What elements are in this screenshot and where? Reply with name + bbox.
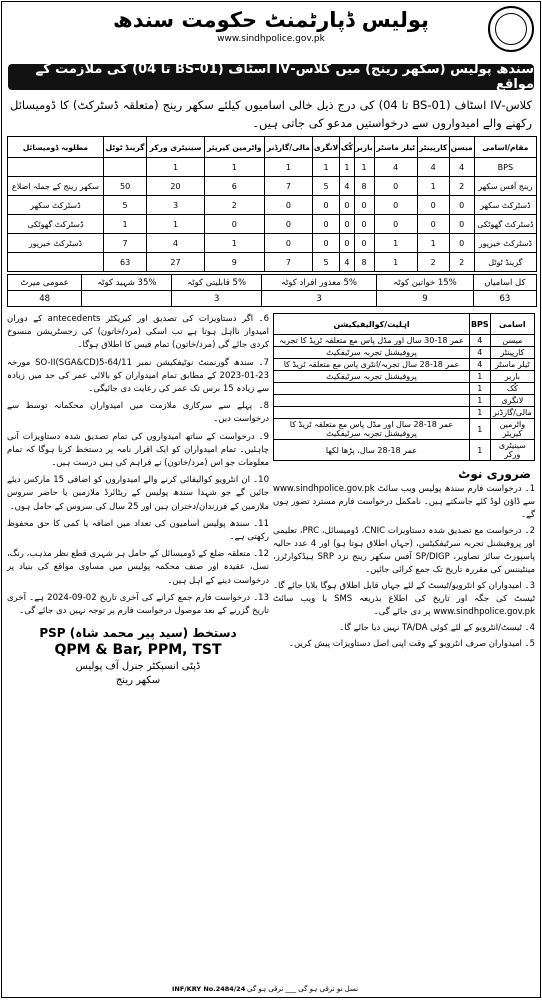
posts-cell: 27	[147, 253, 204, 272]
table-row	[8, 177, 537, 196]
posts-header-cell: کُک	[340, 137, 354, 158]
table-row	[8, 253, 537, 272]
eligibility-cell: 4	[469, 335, 490, 347]
intro-text: کلاس-IV اسٹاف (BS-01 تا 04) کی درج ذیل خالی اسامیوں کیلئے سکھر رینج (متعلقہ ڈسٹرکٹ) کا ڈومیسائل رکھنے والے امیدواروں سے درخواستیں مدعو کی جاتی ہیں۔	[10, 98, 533, 130]
eligibility-cell: 1	[469, 395, 490, 407]
term-item: 13۔ درخواست فارم جمع کرانے کی آخری تاریخ 02-09-2024 ہے۔ آخری تاریخ گزرنے کے بعد موصول درخواست فارم پر توجہ نہیں دی جائے گی۔	[7, 592, 269, 617]
term-item: 11۔ سندھ پولیس اسامیوں کی تعداد میں اضافہ یا کمی کا حق محفوظ رکھتی ہے۔	[7, 518, 269, 543]
posts-cell: 0	[340, 234, 354, 253]
header	[2, 2, 540, 60]
posts-cell: 0	[340, 215, 354, 234]
posts-cell: 1	[312, 158, 340, 177]
posts-cell: 0	[374, 196, 417, 215]
posts-cell: 7	[265, 253, 313, 272]
eligibility-header-cell: اسامی	[490, 314, 534, 335]
table-row	[8, 215, 537, 234]
posts-header-cell: گرینڈ ٹوٹل	[103, 137, 146, 158]
notes-list	[273, 483, 535, 651]
posts-cell: گرینڈ ٹوٹل	[474, 253, 536, 272]
table-row	[8, 196, 537, 215]
right-column	[273, 313, 535, 654]
table-row	[274, 395, 535, 407]
posts-cell: ڈسٹرکٹ سکھر	[474, 196, 536, 215]
footer	[2, 981, 540, 997]
term-item: 9۔ درخواست کے ساتھ امیدواروں کی تمام تصدیق شدہ دستاویزات آنی چاہئیں۔ تمام امیدواران کو ایک اقرار نامہ پر دستخط کرنا ہوگا کہ تمام معلومات جو اس (مرد/خاتون) نے فراہم کی ہیں درست ہیں۔	[7, 431, 269, 469]
term-item: 6۔ اگر دستاویزات کی تصدیق اور کیریکٹر antecedents کے دوران امیدوار نااہل ہوتا ہے تب اسکی (مرد/خاتون) کی رجسٹریشن منسوخ کردی جائے گی (مرد/خاتون) تمام فیس کا اطلاق ہوگا۔	[7, 314, 269, 351]
eligibility-cell: پروفیشنل تجربہ سرٹیفکیٹ	[274, 347, 470, 359]
posts-cell: 4	[340, 177, 354, 196]
posts-cell: 0	[449, 215, 474, 234]
posts-cell: 4	[374, 158, 417, 177]
police-logo	[488, 6, 534, 52]
posts-cell: 20	[147, 177, 204, 196]
posts-header-cell: ٹیلر ماسٹر	[374, 137, 417, 158]
posts-cell	[8, 158, 104, 177]
job-banner: سندھ پولیس (سکھر رینج) میں کلاس-IV اسٹاف (BS-01 تا 04) کی ملازمت کے مواقع	[8, 64, 534, 90]
quota-header-cell: 35% شہید کوٹہ	[82, 275, 172, 291]
posts-cell: 63	[103, 253, 146, 272]
posts-cell: 1	[417, 234, 449, 253]
signature-place: سکھر رینج	[115, 675, 161, 687]
posts-cell: 1	[147, 158, 204, 177]
posts-table	[7, 136, 537, 272]
note-item: 1۔ درخواست فارم سندھ پولیس ویب سائٹ www.sindhpolice.gov.pk سے ڈاؤن لوڈ کئے جاسکتے ہیں۔ نامکمل درخواست فارم مسترد تصور ہوں گے۔	[273, 484, 535, 520]
signature-designation: ڈپٹی انسپکٹر جنرل آف پولیس	[75, 661, 201, 673]
quota-header-cell: عمومی میرٹ	[8, 275, 82, 291]
posts-cell: 50	[103, 177, 146, 196]
eligibility-cell: 4	[469, 347, 490, 359]
quota-header-cell: کل اسامیاں	[473, 275, 536, 291]
posts-header-cell: واٹرمین کیریئر	[204, 137, 264, 158]
posts-cell: ڈسٹرکٹ گھوٹکی	[474, 215, 536, 234]
posts-cell: 0	[417, 196, 449, 215]
header-url: www.sindhpolice.gov.pk	[217, 34, 325, 44]
signature-qualifications: QPM & Bar, PPM, TST	[54, 642, 222, 659]
posts-cell: 0	[449, 196, 474, 215]
signature-name: (سید پیر محمد شاہ) PSP	[39, 626, 189, 641]
posts-cell: 0	[417, 215, 449, 234]
eligibility-cell: 1	[469, 371, 490, 383]
posts-cell: 2	[204, 196, 264, 215]
quota-header-cell: 15% خواتین کوٹہ	[377, 275, 474, 291]
posts-header-cell: مالی/گارڈنر	[265, 137, 313, 158]
quota-header-cell: 5% قابلیتی کوٹہ	[172, 275, 261, 291]
posts-header-cell: مطلوبہ ڈومیسائل	[8, 137, 104, 158]
inf-number: INF/KRY No.2484/24	[172, 985, 246, 993]
page-title: پولیس ڈپارٹمنٹ حکومت سندھ	[113, 8, 429, 32]
note-item: 3۔ امیدواران کو انٹرویو/ٹیسٹ کے لئے جہاں قابل اطلاق ہوگا بلایا جائے گا۔ ٹیسٹ کی جگہ اور تاریخ کی اطلاع بذریعہ SMS یا ویب سائٹ www.sindhpolice.gov.pk پر دی جائے گی۔	[273, 581, 535, 617]
term-item: 7۔ سندھ گورنمنٹ نوٹیفکیشن نمبر SO-II(SGA&CD)5-64/11 مورخہ 23-01-2023 کے مطابق تمام امیدواران کو بالائی عمر کی حد میں زیادہ سے زیادہ 15 برس تک عمر کی رعایت دی جائیگی۔	[7, 357, 269, 395]
posts-cell	[103, 158, 146, 177]
quota-table	[7, 274, 537, 307]
eligibility-table	[273, 313, 535, 461]
posts-cell: ڈسٹرکٹ سکھر	[8, 196, 104, 215]
posts-cell: 0	[354, 234, 374, 253]
posts-cell: 5	[312, 177, 340, 196]
terms-list	[7, 313, 269, 618]
eligibility-cell: 1	[469, 383, 490, 395]
posts-cell: 1	[354, 158, 374, 177]
posts-cell: ڈسٹرکٹ گھوٹکی	[8, 215, 104, 234]
posts-cell: 0	[374, 177, 417, 196]
posts-cell: 7	[265, 177, 313, 196]
table-row	[274, 371, 535, 383]
posts-cell: ڈسٹرکٹ خیرپور	[8, 234, 104, 253]
eligibility-cell: باربر	[490, 371, 534, 383]
posts-cell: 0	[449, 234, 474, 253]
posts-cell: 0	[312, 196, 340, 215]
posts-cell: 0	[340, 196, 354, 215]
posts-header-cell: لانگری	[312, 137, 340, 158]
quota-value-cell: 3	[261, 291, 376, 307]
posts-cell: سکھر رینج کے جملہ اضلاع	[8, 177, 104, 196]
posts-cell: رینج آفس سکھر	[474, 177, 536, 196]
quota-value-cell: 3	[172, 291, 261, 307]
posts-cell: 1	[374, 234, 417, 253]
eligibility-cell: 1	[469, 419, 490, 440]
posts-cell: 0	[265, 234, 313, 253]
quota-value-cell: 63	[473, 291, 536, 307]
table-row	[274, 335, 535, 347]
eligibility-cell: مالی/گارڈنر	[490, 407, 534, 419]
eligibility-cell: عمر 18-28 سال تجربہ/انٹری پاس مع متعلقہ ٹریڈ کا	[274, 359, 470, 371]
quota-value-cell	[82, 291, 172, 307]
eligibility-cell	[274, 407, 470, 419]
posts-cell: 4	[417, 158, 449, 177]
posts-cell: 1	[204, 158, 264, 177]
term-item: 10۔ ان انٹرویو کوالیفائی کرنے والے امیدواروں کو اضافی 15 مارکس دیئے جائیں گے جو شہدا سندھ پولیس کے ریٹائرڈ ملازمین یا حاضر سروس ملازمین کے فرزندان/دختران ہیں اور 25 سال کی سروس کے حامل ہوں۔	[7, 475, 269, 512]
eligibility-header-cell: BPS	[469, 314, 490, 335]
posts-cell: 1	[374, 253, 417, 272]
eligibility-cell: 4	[469, 359, 490, 371]
posts-cell: 8	[354, 177, 374, 196]
left-column	[7, 313, 269, 686]
posts-cell: 0	[354, 196, 374, 215]
posts-cell: 0	[312, 234, 340, 253]
posts-cell: 4	[340, 253, 354, 272]
posts-cell: 2	[417, 253, 449, 272]
term-item: 12۔ متعلقہ ضلع کے ڈومیسائل کے حامل ہر شہری قطع نظر مذہب، رنگ، نسل، عقیدہ اور صنف محکمہ پولیس میں مساوی مواقع کی بنیاد پر درخواست دینے کے اہل ہیں۔	[7, 549, 269, 586]
eligibility-cell	[274, 383, 470, 395]
posts-header-cell: کارپینٹر	[417, 137, 449, 158]
note-item: 2۔ درخواست مع تصدیق شدہ دستاویزات CNIC، ڈومیسائل، PRC، تعلیمی اور پروفیشنل تجربہ سرٹیفکیٹس، (جہاں اطلاق ہوتا ہو) اور 4 عدد حالیہ پاسپورٹ سائز تصاویر، SP/DIGP آفس سکھر رینج نزد SRP ہیڈکوارٹرز، مینٹیننس کی مقررہ تاریخ تک جمع کرائی جائیں۔	[273, 526, 536, 575]
posts-cell: 5	[312, 253, 340, 272]
posts-cell: 0	[354, 215, 374, 234]
posts-cell: 0	[204, 215, 264, 234]
eligibility-cell: واٹرمین کیریئر	[490, 419, 534, 440]
table-row	[274, 359, 535, 371]
table-row	[274, 383, 535, 395]
note-item: 4۔ ٹیسٹ/انٹرویو کے لئے کوئی TA/DA نہیں دیا جائے گا۔	[339, 623, 535, 633]
signature-block	[7, 626, 269, 686]
eligibility-cell: عمر 18-28 سال اور مڈل پاس مع متعلقہ ٹریڈ کا پروفیشنل تجربہ سرٹیفکیٹ	[274, 419, 470, 440]
posts-cell: 0	[265, 215, 313, 234]
note-item: 5۔ امیدواران صرف انٹرویو کے وقت اپنی اصل دستاویزات پیش کریں۔	[289, 639, 535, 649]
posts-cell: 2	[449, 253, 474, 272]
posts-cell: 1	[340, 158, 354, 177]
posts-cell: 1	[417, 177, 449, 196]
table-row	[274, 347, 535, 359]
table-row	[8, 234, 537, 253]
eligibility-cell: پروفیشنل تجربہ سرٹیفکیٹ	[274, 371, 470, 383]
eligibility-cell: عمر 18-28 سال، پڑھا لکھا	[274, 440, 470, 461]
posts-cell	[8, 253, 104, 272]
posts-cell: 2	[449, 177, 474, 196]
quota-value-cell: 48	[8, 291, 82, 307]
eligibility-cell: کارپینٹر	[490, 347, 534, 359]
term-item: 8۔ پہلے سے سرکاری ملازمت میں امیدواران محکمانہ توسط سے درخواست دیں۔	[7, 401, 269, 425]
eligibility-cell: 1	[469, 440, 490, 461]
eligibility-cell: 1	[469, 407, 490, 419]
posts-header-cell: سینیٹری ورکر	[147, 137, 204, 158]
posts-cell: 9	[204, 253, 264, 272]
eligibility-header-cell: اہلیت/کوالیفیکیشن	[274, 314, 470, 335]
footer-slogan: نسل نو ترقی ہو گی ___ ترقی ہو گی	[247, 985, 359, 993]
eligibility-cell: سینیٹری ورکر	[490, 440, 534, 461]
table-row	[274, 419, 535, 440]
table-row	[274, 440, 535, 461]
quota-value-cell: 9	[377, 291, 474, 307]
two-column-section	[2, 309, 540, 929]
eligibility-cell	[274, 395, 470, 407]
posts-cell: 8	[354, 253, 374, 272]
posts-cell: 0	[374, 215, 417, 234]
table-row	[274, 407, 535, 419]
posts-cell: 1	[265, 158, 313, 177]
posts-cell: 3	[147, 196, 204, 215]
posts-cell: 5	[103, 196, 146, 215]
posts-cell: 1	[204, 234, 264, 253]
posts-cell: 1	[147, 215, 204, 234]
posts-cell: 4	[449, 158, 474, 177]
notes-title: ضروری نوٹ	[458, 467, 531, 481]
eligibility-cell: کُک	[490, 383, 534, 395]
posts-cell: 6	[204, 177, 264, 196]
posts-cell: 0	[265, 196, 313, 215]
posts-cell: ڈسٹرکٹ خیرپور	[474, 234, 536, 253]
signature-label: دستخط	[192, 626, 237, 641]
eligibility-cell: ٹیلر ماسٹر	[490, 359, 534, 371]
posts-header-cell: باربر	[354, 137, 374, 158]
posts-cell: 1	[103, 215, 146, 234]
posts-cell: 0	[312, 215, 340, 234]
eligibility-cell: لانگری	[490, 395, 534, 407]
eligibility-cell: میسن	[490, 335, 534, 347]
quota-header-cell: 5% معذور افراد کوٹہ	[261, 275, 376, 291]
posts-header-cell: مقام/اسامی	[474, 137, 536, 158]
posts-header-cell: میسن	[449, 137, 474, 158]
posts-cell: 4	[147, 234, 204, 253]
posts-cell: 7	[103, 234, 146, 253]
eligibility-cell: عمر 18-30 سال اور مڈل پاس مع متعلقہ ٹریڈ کا تجربہ	[274, 335, 470, 347]
posts-cell: BPS	[474, 158, 536, 177]
table-row	[8, 158, 537, 177]
advertisement-page	[1, 1, 541, 998]
